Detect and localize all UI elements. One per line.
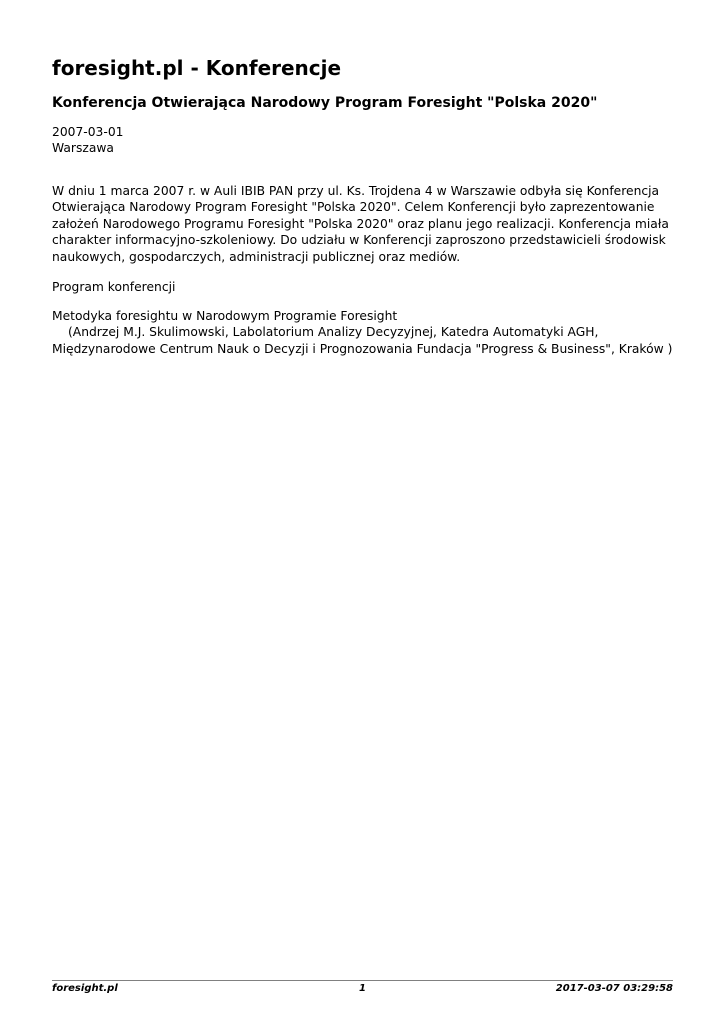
program-item — [52, 308, 672, 357]
document-page — [52, 0, 674, 1024]
body-line: Otwierająca Narodowy Program Foresight "Polska 2020". Celem Konferencji było zaprezentowanie — [52, 200, 655, 215]
article-body — [52, 183, 674, 265]
article-date: 2007-03-01 — [52, 125, 124, 139]
article-meta — [52, 124, 123, 156]
body-line: założeń Narodowego Programu Foresight "Polska 2020" oraz planu jego realizacji. Konferencja miała — [52, 216, 669, 231]
footer-timestamp: 2017-03-07 03:29:58 — [555, 983, 673, 994]
body-line: W dniu 1 marca 2007 r. w Auli IBIB PAN przy ul. Ks. Trojdena 4 w Warszawie odbyła się Konferencja — [52, 184, 660, 198]
program-item-speaker-continued: Międzynarodowe Centrum Nauk o Decyzji i Prognozowania Fundacja "Progress & Business", Kraków ) — [52, 341, 673, 356]
footer-site: foresight.pl — [52, 983, 118, 994]
program-item-title: Metodyka foresightu w Narodowym Programie Foresight — [52, 309, 398, 323]
body-line: naukowych, gospodarczych, administracji publicznej oraz mediów. — [52, 249, 461, 264]
site-title: foresight.pl - Konferencje — [52, 56, 342, 80]
article-location: Warszawa — [52, 141, 114, 155]
article-title: Konferencja Otwierająca Narodowy Program Foresight "Polska 2020" — [52, 95, 598, 111]
program-label: Program konferencji — [52, 280, 176, 294]
program-item-speaker: (Andrzej M.J. Skulimowski, Labolatorium Analizy Decyzyjnej, Katedra Automatyki AGH, — [68, 325, 599, 340]
footer-page-number: 1 — [359, 983, 366, 994]
body-line: charakter informacyjno-szkoleniowy. Do udziału w Konferencji zaproszono przedstawicieli środowisk — [52, 233, 666, 248]
footer-divider — [52, 980, 673, 981]
